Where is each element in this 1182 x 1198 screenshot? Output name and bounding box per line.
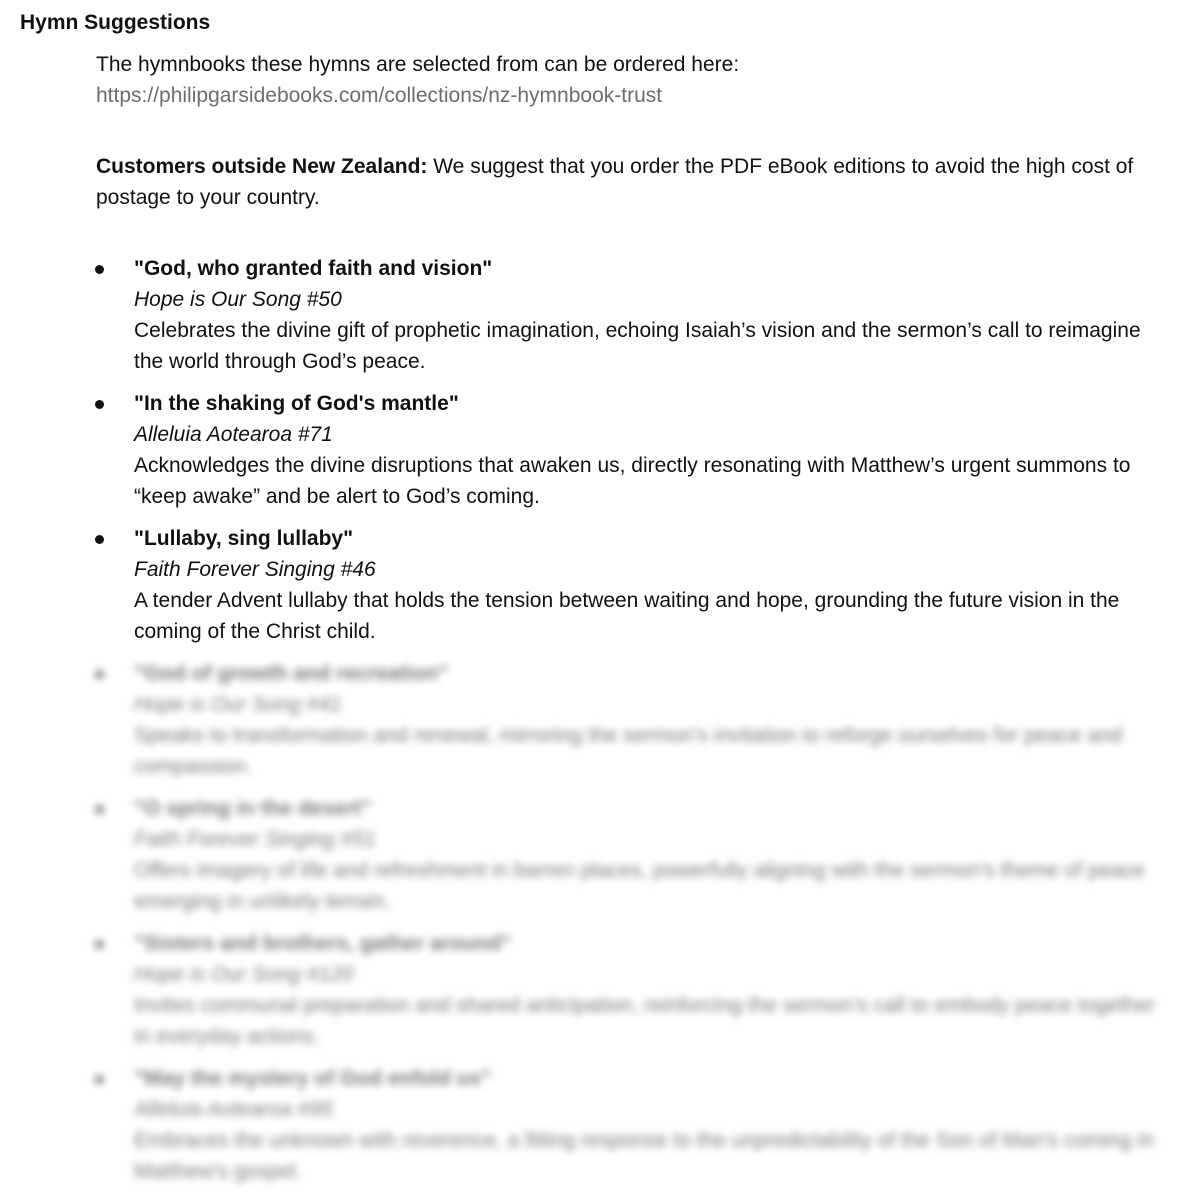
page-title: Hymn Suggestions: [20, 11, 211, 34]
notice-label: Customers outside New Zealand:: [96, 155, 428, 178]
hymn-book: Hope is Our Song #41: [134, 693, 342, 716]
hymn-item: [0, 928, 1182, 1052]
hymn-description: Celebrates the divine gift of prophetic imagination, echoing Isaiah’s vision and the sermon’s call to reimagine the world through God’s peace.: [134, 319, 1141, 373]
bullet-icon: [95, 1075, 104, 1084]
hymn-book: Faith Forever Singing #46: [134, 558, 376, 581]
hymn-item: [0, 253, 1182, 377]
order-link[interactable]: https://philipgarsidebooks.com/collections/nz-hymnbook-trust: [96, 84, 663, 107]
hymn-item: [0, 1063, 1182, 1187]
hymn-title: "O spring in the desert": [134, 797, 371, 820]
hymn-description: Offers imagery of life and refreshment in barren places, powerfully aligning with the sermon’s theme of peace emerging in unlikely terrain.: [134, 859, 1146, 913]
hymn-description: Invites communal preparation and shared anticipation, reinforcing the sermon’s call to embody peace together in everyday actions.: [134, 994, 1156, 1048]
bullet-icon: [95, 535, 104, 544]
hymn-book: Alleluia Aotearoa #71: [134, 423, 333, 446]
intro-paragraph: [96, 49, 1156, 111]
bullet-icon: [95, 940, 104, 949]
hymn-title: "In the shaking of God's mantle": [134, 392, 459, 415]
hymn-item: [0, 388, 1182, 512]
hymn-description: Speaks to transformation and renewal, mirroring the sermon’s invitation to reforge ourselves for peace and compassion.: [134, 724, 1123, 778]
hymn-title: "May the mystery of God enfold us": [134, 1067, 492, 1090]
bullet-icon: [95, 670, 104, 679]
notice-text: We suggest that you order the PDF eBook editions to avoid the high cost of postage to your country.: [96, 155, 1134, 209]
hymn-book: Hope is Our Song #50: [134, 288, 342, 311]
hymn-list: [0, 253, 1182, 1198]
hymn-description: Embraces the unknown with reverence, a fitting response to the unpredictability of the Son of Man’s coming in Matthew’s gospel.: [134, 1129, 1154, 1183]
bullet-icon: [95, 805, 104, 814]
bullet-icon: [95, 265, 104, 274]
hymn-book: Alleluia Aotearoa #95: [134, 1098, 333, 1121]
bullet-icon: [95, 400, 104, 409]
hymn-title: "God, who granted faith and vision": [134, 257, 493, 280]
hymn-item: [0, 793, 1182, 917]
hymn-description: A tender Advent lullaby that holds the tension between waiting and hope, grounding the future vision in the coming of the Christ child.: [134, 589, 1120, 643]
hymn-description: Acknowledges the divine disruptions that awaken us, directly resonating with Matthew’s urgent summons to “keep awake” and be alert to God’s coming.: [134, 454, 1131, 508]
intro-text: The hymnbooks these hymns are selected from can be ordered here:: [96, 53, 740, 76]
hymn-book: Faith Forever Singing #51: [134, 828, 376, 851]
hymn-title: "Sisters and brothers, gather around": [134, 932, 511, 955]
hymn-item: [0, 523, 1182, 647]
hymn-title: "God of growth and recreation": [134, 662, 448, 685]
hymn-title: "Lullaby, sing lullaby": [134, 527, 354, 550]
hymn-book: Hope is Our Song #120: [134, 963, 354, 986]
international-notice: [96, 151, 1158, 213]
hymn-item: [0, 658, 1182, 782]
